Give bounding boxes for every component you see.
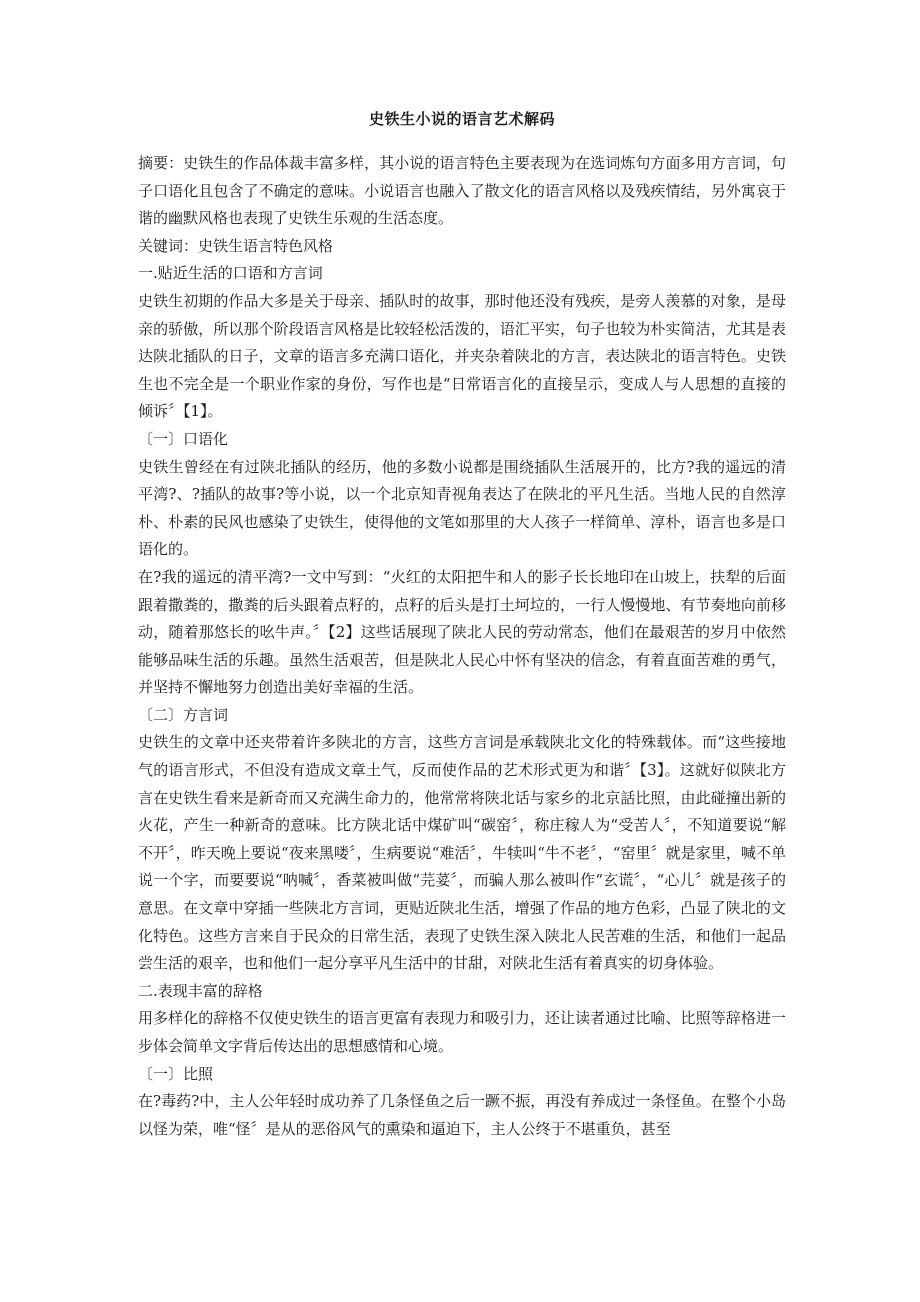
body-paragraph: 史铁生初期的作品大多是关于母亲、插队时的故事，那时他还没有残疾，是旁人羡慕的对象，是母亲的骄傲，所以那个阶段语言风格是比较轻松活泼的，语汇平实，句子也较为朴实简洁，尤其是表达陕北插队的日子，文章的语言多充满口语化，并夹杂着陕北的方言，表达陕北的语言特色。史铁生也不完全是一个职业作家的身份，写作也是“日常语言化的直接呈示，变成人与人思想的直接的倾诉〞【1】。 bbox=[138, 291, 786, 421]
subsection-heading-dialect: 〔二〕方言词 bbox=[138, 705, 229, 724]
document-title: 史铁生小说的语言艺术解码 bbox=[368, 110, 555, 128]
body-paragraph: 史铁生曾经在有过陕北插队的经历，他的多数小说都是围绕插队生活展开的，比方?我的遥远的清平湾?、?插队的故事?等小说，以一个北京知青视角表达了在陕北的平凡生活。当地人民的自然淳朴、朴素的民风也感染了史铁生，使得他的文笔如那里的大人孩子一样简单、淳朴，语言也多是口语化的。 bbox=[138, 457, 786, 559]
section-heading-1: 一.贴近生活的口语和方言词 bbox=[138, 264, 323, 283]
abstract-paragraph: 摘要：史铁生的作品体裁丰富多样，其小说的语言特色主要表现为在选词炼句方面多用方言词，句子口语化且包含了不确定的意味。小说语言也融入了散文化的语言风格以及残疾情结，另外寓哀于谐的幽默风格也表现了史铁生乐观的生活态度。 bbox=[138, 154, 786, 228]
body-paragraph: 史铁生的文章中还夹带着许多陕北的方言，这些方言词是承载陕北文化的特殊载体。而“这些接地气的语言形式，不但没有造成文章土气，反而使作品的艺术形式更为和谐〞【3】。这就好似陕北方言在史铁生看来是新奇而又充满生命力的，他常常将陕北话与家乡的北京話比照，由此碰撞出新的火花，产生一种新奇的意味。比方陕北话中煤矿叫“碳窑〞，称庄稼人为“受苦人〞，不知道要说“解不开〞，昨天晚上要说“夜来黑喽〞，生病要说“难活〞，牛犊叫“牛不老〞，“窑里〞就是家里，喊不单说一个字，而要要说“呐喊〞，香菜被叫做“芫荽〞，而骗人那么被叫作“玄谎〞，“心儿〞就是孩子的意思。在文章中穿插一些陕北方言词，更贴近陕北生活，增强了作品的地方色彩，凸显了陕北的文化特色。这些方言来自于民众的日常生活，表现了史铁生深入陕北人民苦难的生活，和他们一起品尝生活的艰辛，也和他们一起分享平凡生活中的甘甜，对陕北生活有着真实的切身体验。 bbox=[138, 733, 786, 973]
body-paragraph: 用多样化的辞格不仅使史铁生的语言更富有表现力和吸引力，还让读者通过比喻、比照等辞格进一步体会简单文字背后传达出的思想感情和心境。 bbox=[138, 1009, 786, 1055]
section-heading-2: 二.表现丰富的辞格 bbox=[138, 981, 263, 1000]
subsection-heading-contrast: 〔一〕比照 bbox=[138, 1064, 214, 1083]
keywords-line: 关键词：史铁生语言特色风格 bbox=[138, 236, 334, 255]
body-paragraph: 在?毒药?中，主人公年轻时成功养了几条怪鱼之后一蹶不振，再没有养成过一条怪鱼。在整个小岛以怪为荣，唯“怪〞是从的恶俗风气的熏染和逼迫下，主人公终于不堪重负，甚至 bbox=[138, 1092, 786, 1138]
body-paragraph: 在?我的遥远的清平湾?一文中写到：“火红的太阳把牛和人的影子长长地印在山坡上，扶犁的后面跟着撒粪的，撒粪的后头跟着点籽的，点籽的后头是打土坷垃的，一行人慢慢地、有节奏地向前移动，随着那悠长的吆牛声。〞【2】这些话展现了陕北人民的劳动常态，他们在最艰苦的岁月中依然能够品味生活的乐趣。虽然生活艰苦，但是陕北人民心中怀有坚决的信念，有着直面苦难的勇气，并坚持不懈地努力创造出美好幸福的生活。 bbox=[138, 567, 786, 697]
subsection-heading-colloquial: 〔一〕口语化 bbox=[138, 429, 229, 448]
document-page bbox=[138, 108, 786, 1143]
